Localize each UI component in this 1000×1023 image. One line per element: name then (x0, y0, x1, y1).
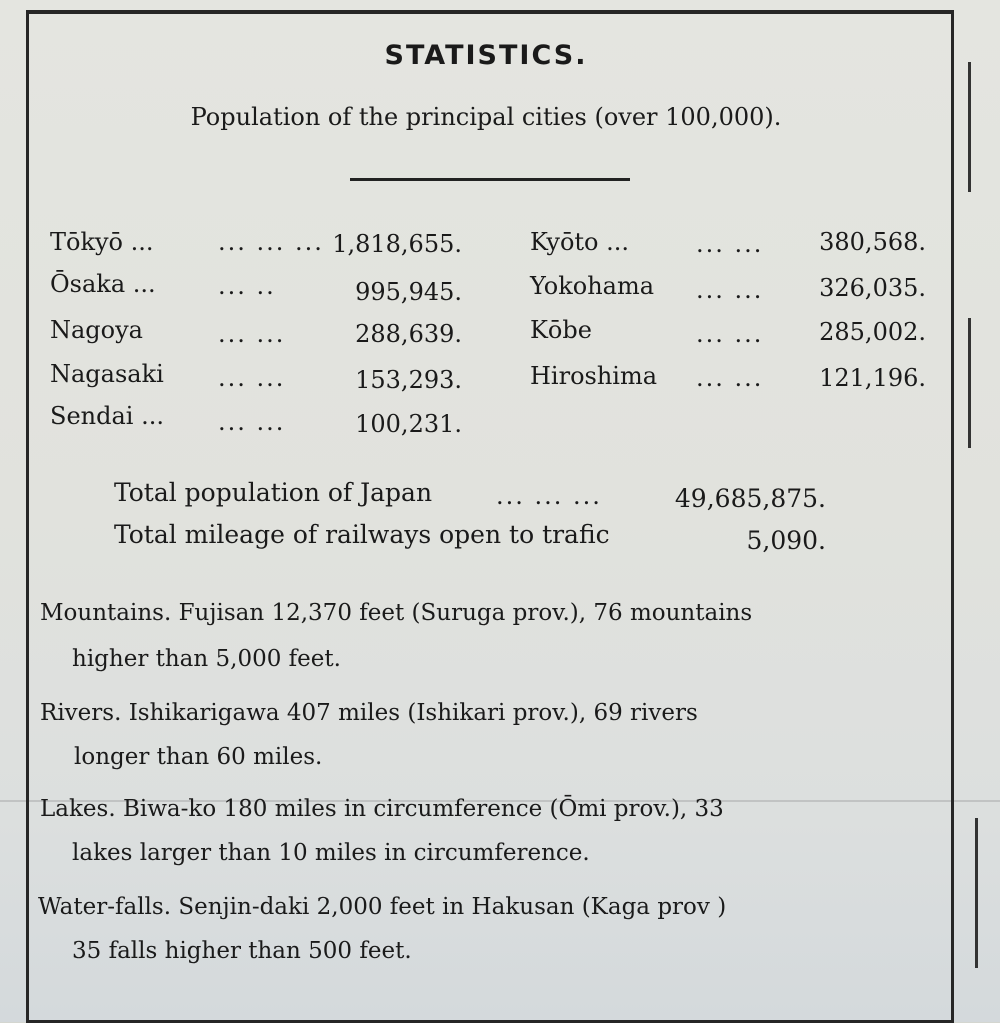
leader-dots: ... ... (696, 230, 764, 258)
fact-line: lakes larger than 10 miles in circumference. (72, 840, 590, 866)
leader-dots: ... ... (218, 408, 286, 436)
total-value: 49,685,875. (674, 484, 826, 513)
leader-dots: ... ... (218, 320, 286, 348)
city-name: Hiroshima (530, 362, 658, 390)
divider-rule (350, 178, 630, 181)
city-population: 153,293. (355, 366, 462, 394)
fact-line: Water-falls. Senjin-daki 2,000 feet in Hakusan (Kaga prov ) (38, 894, 727, 920)
city-population: 1,818,655. (332, 230, 462, 258)
fact-line: 35 falls higher than 500 feet. (72, 938, 412, 964)
fact-line: Rivers. Ishikarigawa 407 miles (Ishikari prov.), 69 rivers (40, 700, 698, 726)
city-name: Nagoya (50, 316, 143, 344)
city-name: Nagasaki (50, 360, 164, 388)
edge-rule (975, 818, 978, 968)
total-label: Total population of Japan (114, 478, 433, 507)
leader-dots: ... ... (218, 364, 286, 392)
leader-dots: ... .. (218, 272, 276, 300)
page-subtitle: Population of the principal cities (over 100,000). (190, 103, 782, 131)
statistics-frame (26, 10, 954, 1023)
city-name: Kyōto ... (530, 228, 630, 256)
fact-line: Mountains. Fujisan 12,370 feet (Suruga prov.), 76 mountains (40, 600, 753, 626)
fact-line: higher than 5,000 feet. (72, 646, 341, 672)
city-population: 380,568. (819, 228, 926, 256)
city-name: Ōsaka ... (50, 270, 156, 298)
leader-dots: ... ... (696, 276, 764, 304)
edge-rule (968, 318, 971, 448)
city-name: Tōkyō ... (50, 228, 154, 256)
city-population: 995,945. (355, 278, 462, 306)
leader-dots: ... ... (696, 320, 764, 348)
city-name: Kōbe (530, 316, 592, 344)
city-name: Sendai ... (50, 402, 164, 430)
city-population: 121,196. (819, 364, 926, 392)
fact-line: Lakes. Biwa-ko 180 miles in circumference (Ōmi prov.), 33 (40, 796, 724, 822)
total-value: 5,090. (746, 526, 826, 555)
city-population: 285,002. (819, 318, 926, 346)
city-population: 326,035. (819, 274, 926, 302)
leader-dots: ... ... (696, 364, 764, 392)
fact-line: longer than 60 miles. (74, 744, 323, 770)
city-population: 288,639. (355, 320, 462, 348)
leader-dots: ... ... ... (218, 228, 324, 256)
city-population: 100,231. (355, 410, 462, 438)
page-title: STATISTICS. (384, 40, 588, 71)
city-name: Yokohama (530, 272, 655, 300)
total-label: Total mileage of railways open to trafic (114, 520, 610, 549)
leader-dots: ... ... ... (496, 482, 602, 510)
